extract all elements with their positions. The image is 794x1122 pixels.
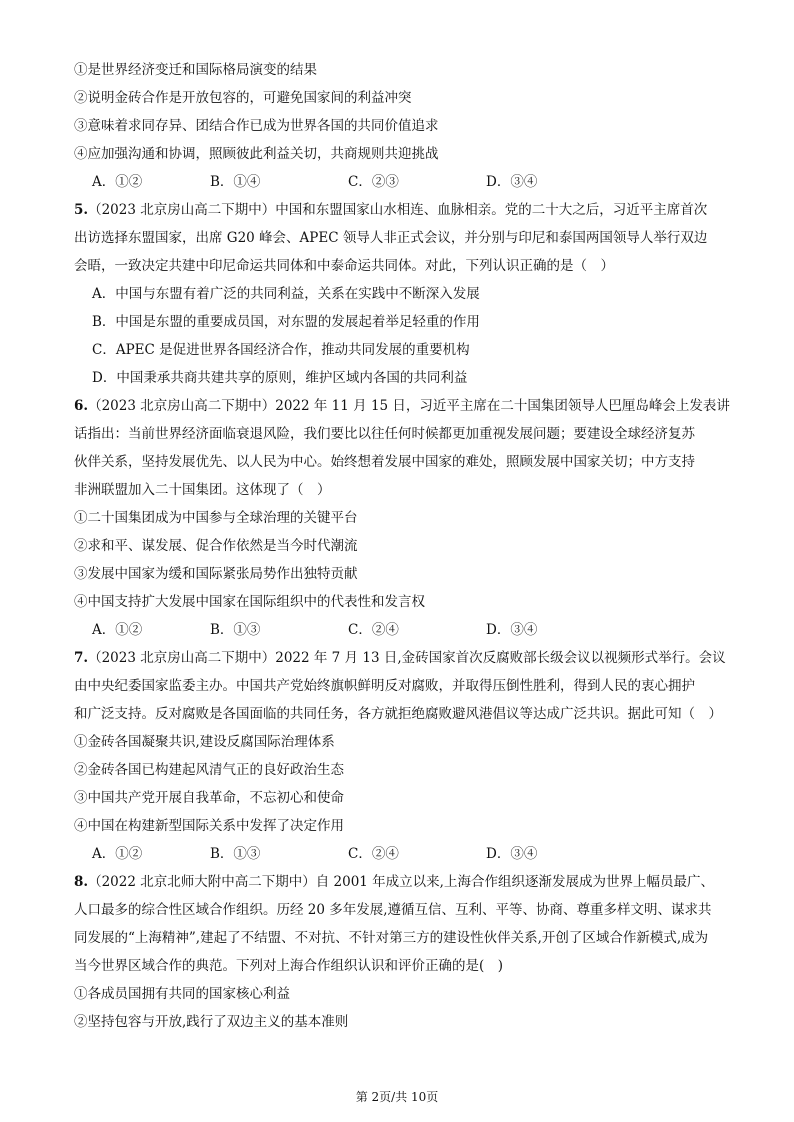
q4-statement-4: ④应加强沟通和协调，照顾彼此利益关切，共商规则共迎挑战 [74,146,439,162]
q7-stem-line-2: 由中央纪委国家监委主办。中国共产党始终旗帜鲜明反对腐败，并取得压倒性胜利，得到人民的衷心拥护 [74,678,695,694]
q7-option-c[interactable]: C．②④ [348,846,399,862]
q5-choice-b[interactable]: B．中国是东盟的重要成员国，对东盟的发展起着举足轻重的作用 [92,314,480,330]
q6-option-b[interactable]: B．①③ [210,622,261,638]
q5-choice-c[interactable]: C．APEC 是促进世界各国经济合作，推动共同发展的重要机构 [92,342,470,358]
q8-stem-line-3: 同发展的“上海精神”,建起了不结盟、不对抗、不针对第三方的建设性伙伴关系,开创了区域合作新模式,成为 [74,930,709,946]
q6-options [92,620,692,640]
q6-stem-line-3: 伙伴关系，坚持发展优先、以人民为中心。始终想着发展中国家的难处，照顾发展中国家关切；中方支持 [74,454,695,470]
q8-stem-text-1: （2022 北京北师大附中高二下期中）自 2001 年成立以来,上海合作组织逐渐发展成为世界上幅员最广、 [88,874,714,890]
q4-statement-3: ③意味着求同存异、团结合作已成为世界各国的共同价值追求 [74,118,439,134]
q6-stem-line-4: 非洲联盟加入二十国集团。这体现了（ ） [74,482,331,498]
q8-statement-1: ①各成员国拥有共同的国家核心利益 [74,986,290,1002]
q6-option-a[interactable]: A．①② [92,622,143,638]
q7-stem-text-1: （2023 北京房山高二下期中）2022 年 7 月 13 日,金砖国家首次反腐败部长级会议以视频形式举行。会议 [88,650,726,666]
q4-option-c[interactable]: C．②③ [348,174,399,190]
q4-option-b[interactable]: B．①④ [210,174,261,190]
q4-option-a[interactable]: A．①② [92,174,143,190]
q8-statement-2: ②坚持包容与开放,践行了双边主义的基本准则 [74,1014,349,1030]
q8-stem-line-1 [74,872,734,892]
q7-option-a[interactable]: A．①② [92,846,143,862]
q7-option-b[interactable]: B．①③ [210,846,261,862]
q5-stem-line-3: 会晤，一致决定共建中印尼命运共同体和中泰命运共同体。对此，下列认识正确的是（ ） [74,258,614,274]
q5-choice-d[interactable]: D．中国秉承共商共建共享的原则，维护区域内各国的共同利益 [92,370,468,386]
q7-statement-1: ①金砖各国凝聚共识,建设反腐国际治理体系 [74,734,335,750]
q6-stem-text-1: （2023 北京房山高二下期中）2022 年 11 月 15 日，习近平主席在二十国集团领导人巴厘岛峰会上发表讲 [88,398,730,414]
q4-option-d[interactable]: D．③④ [486,174,538,190]
q4-options [92,172,692,192]
q5-stem-line-2: 出访选择东盟国家，出席 G20 峰会、APEC 领导人非正式会议，并分别与印尼和泰国两国领导人举行双边 [74,230,708,246]
q8-stem-line-4: 当今世界区域合作的典范。下列对上海合作组织认识和评价正确的是( ) [74,958,504,974]
q7-statement-3: ③中国共产党开展自我革命，不忘初心和使命 [74,790,344,806]
q7-stem-line-1 [74,648,734,668]
q7-statement-4: ④中国在构建新型国际关系中发挥了决定作用 [74,818,344,834]
q7-number: 7. [74,650,89,666]
q6-number: 6. [74,398,89,414]
q6-stem-line-1 [74,396,734,416]
q4-statement-2: ②说明金砖合作是开放包容的，可避免国家间的利益冲突 [74,90,412,106]
q7-option-d[interactable]: D．③④ [486,846,538,862]
q6-option-c[interactable]: C．②④ [348,622,399,638]
q5-number: 5. [74,202,89,218]
q5-choice-a[interactable]: A．中国与东盟有着广泛的共同利益，关系在实践中不断深入发展 [92,286,480,302]
q7-statement-2: ②金砖各国已构建起风清气正的良好政治生态 [74,762,344,778]
q4-statement-1: ①是世界经济变迁和国际格局演变的结果 [74,62,317,78]
q5-stem-line-1 [74,200,734,220]
q8-stem-line-2: 人口最多的综合性区域合作组织。历经 20 多年发展,遵循互信、互利、平等、协商、尊重多样文明、谋求共 [74,902,712,918]
q6-stem-line-2: 话指出：当前世界经济面临衰退风险，我们要比以往任何时候都更加重视发展问题；要建设全球经济复苏 [74,426,695,442]
q6-statement-3: ③发展中国家为缓和国际紧张局势作出独特贡献 [74,566,358,582]
q8-number: 8. [74,874,89,890]
page-number-footer: 第 2页/共 10页 [355,1090,439,1104]
q6-statement-4: ④中国支持扩大发展中国家在国际组织中的代表性和发言权 [74,594,425,610]
q7-stem-line-3: 和广泛支持。反对腐败是各国面临的共同任务，各方就拒绝腐败避风港倡议等达成广泛共识。据此可知（ ） [74,706,722,722]
q7-options [92,844,692,864]
q6-option-d[interactable]: D．③④ [486,622,538,638]
q6-statement-2: ②求和平、谋发展、促合作依然是当今时代潮流 [74,538,358,554]
q5-stem-text-1: （2023 北京房山高二下期中）中国和东盟国家山水相连、血脉相亲。党的二十大之后，习近平主席首次 [88,202,708,218]
q6-statement-1: ①二十国集团成为中国参与全球治理的关键平台 [74,510,358,526]
